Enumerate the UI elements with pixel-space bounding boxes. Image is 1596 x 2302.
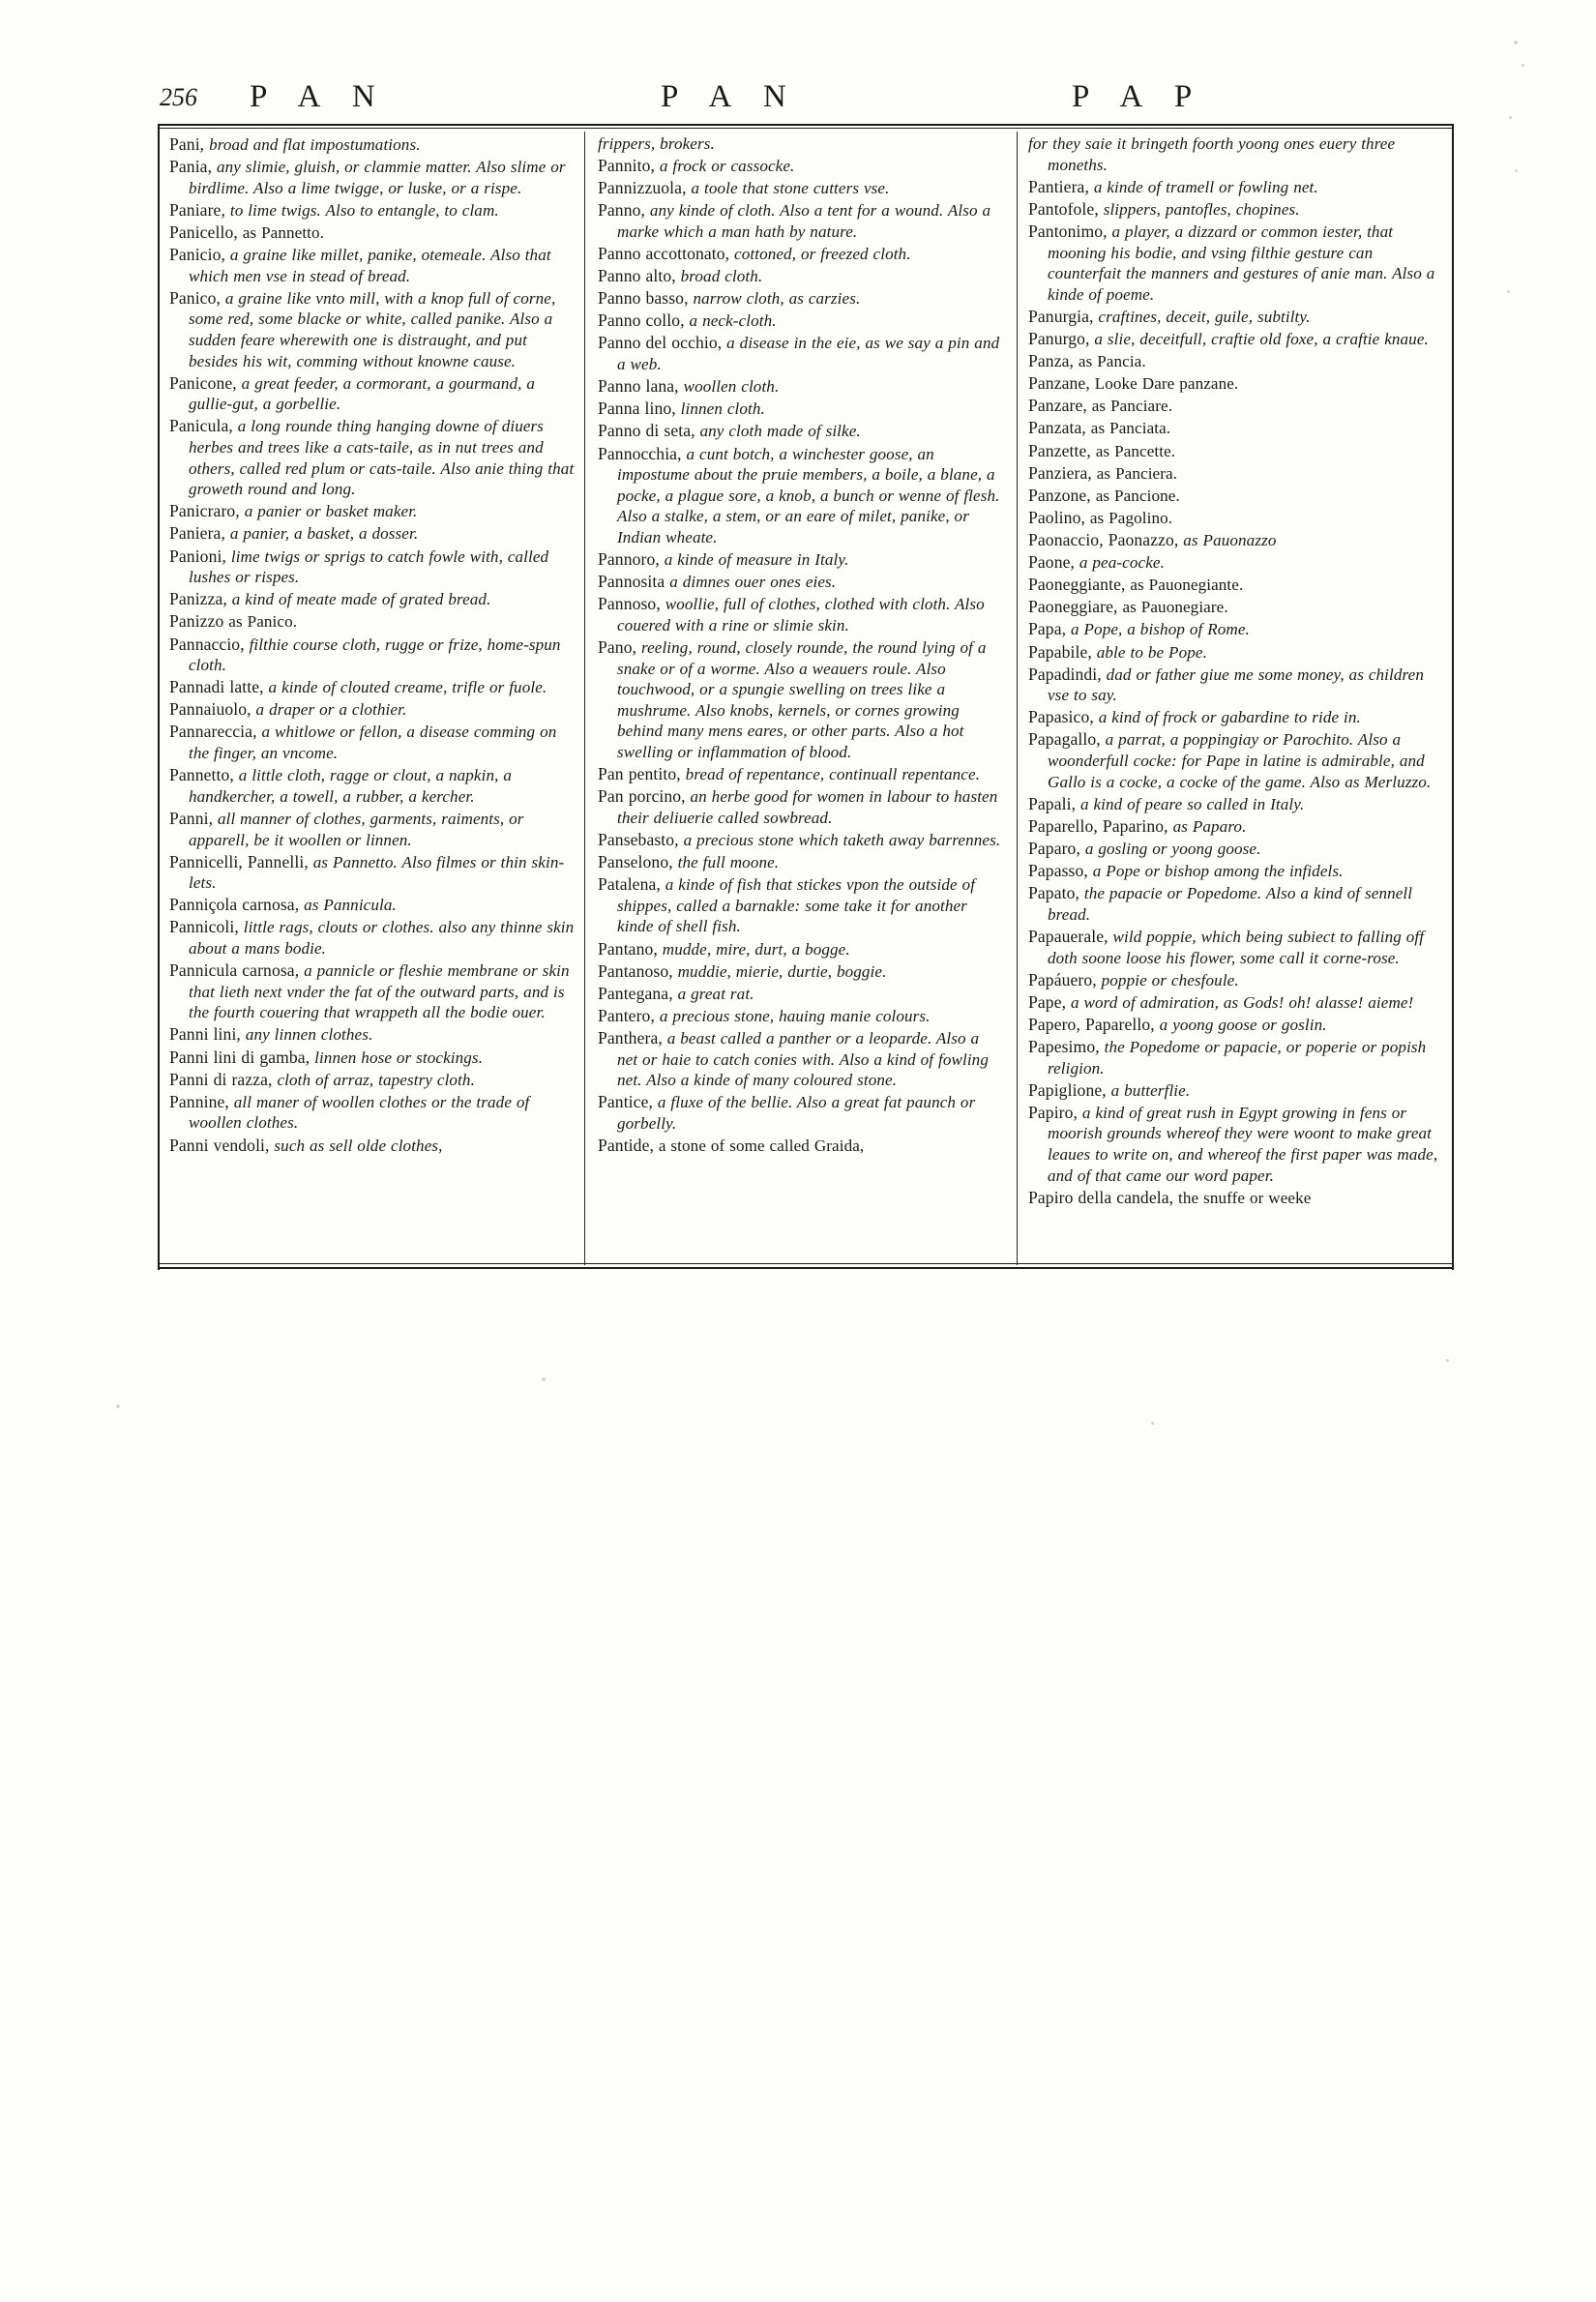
entry-definition: as Panciare. [1091, 397, 1173, 416]
dictionary-entry [169, 1091, 576, 1134]
entry-definition: the snuffe or weeke [1178, 1188, 1312, 1207]
entry-headword: Papáuero, [1028, 969, 1097, 989]
entry-headword: Panno collo, [598, 310, 685, 331]
dictionary-entry [598, 1027, 1004, 1091]
dictionary-entry [1028, 728, 1442, 792]
entry-headword: Pan pentito, [598, 764, 681, 784]
entry-headword: Pantofole, [1028, 198, 1099, 219]
entry-definition: as Panciata. [1090, 419, 1171, 438]
entry-definition: mudde, mire, durt, a bogge. [662, 939, 850, 959]
dictionary-entry [169, 959, 576, 1023]
entry-definition: any linnen clothes. [245, 1025, 373, 1045]
dictionary-entry [169, 372, 576, 415]
entry-headword: Pantonimo, [1028, 221, 1108, 241]
dictionary-entry [598, 763, 1004, 785]
dictionary-entry [169, 764, 576, 807]
entry-definition: to lime twigs. Also to entangle, to clam. [229, 200, 499, 220]
entry-headword: Papesimo, [1028, 1036, 1100, 1056]
dictionary-entry [1028, 306, 1442, 328]
entry-headword: Pannicoli, [169, 917, 239, 937]
dictionary-entry [169, 721, 576, 763]
page-speck [1514, 41, 1518, 44]
entry-definition: a panier, a basket, a dosser. [229, 524, 419, 544]
dictionary-entry [1028, 641, 1442, 664]
dictionary-entry [1028, 417, 1442, 439]
entry-headword: Panno lana, [598, 376, 679, 397]
entry-headword: Papali, [1028, 793, 1077, 813]
entry-definition: a whitlowe or fellon, a disease comming on the finger, an vncome. [189, 723, 557, 763]
dictionary-entry [1028, 529, 1442, 551]
entry-definition: as Pauonegiante. [1130, 576, 1244, 595]
entry-definition: as Panico. [228, 612, 298, 632]
dictionary-entry [1028, 551, 1442, 574]
entry-headword: Panno alto, [598, 266, 676, 286]
page-speck [1509, 116, 1512, 119]
entry-headword: Panioni, [169, 546, 226, 566]
entry-definition: a beast called a panther or a leoparde. Also a net or haie to catch conies with. Also a kind of fowling net. Also a kinde of many coloured stone. [617, 1028, 989, 1090]
entry-headword: Paniera, [169, 523, 225, 544]
entry-definition: a kinde of tramell or fowling net. [1093, 177, 1318, 196]
running-head-right: P A P [1072, 79, 1205, 114]
entry-headword: Pannaccio, [169, 634, 245, 654]
entry-headword: Panno di seta, [598, 421, 695, 441]
header-rule-secondary [158, 128, 1454, 129]
entry-definition: Looke Dare panzane. [1094, 374, 1239, 394]
page-speck [1515, 169, 1518, 172]
entry-definition: able to be Pope. [1096, 642, 1207, 662]
entry-headword: Panthera, [598, 1027, 663, 1048]
dictionary-entry [598, 310, 1004, 332]
dictionary-entry [598, 785, 1004, 828]
dictionary-entry [598, 1005, 1004, 1027]
entry-headword: Papero, Paparello, [1028, 1014, 1155, 1034]
dictionary-entry [598, 155, 1004, 177]
entry-headword: Pannareccia, [169, 722, 257, 742]
dictionary-entry [1028, 198, 1442, 221]
dictionary-entry [598, 177, 1004, 199]
entry-headword: Pape, [1028, 991, 1067, 1012]
dictionary-entry [598, 636, 1004, 763]
entry-headword: Panni, [169, 808, 214, 828]
entry-headword: Papasso, [1028, 861, 1088, 881]
entry-definition: a stone of some called Graida, [658, 1136, 865, 1156]
entry-headword: Paonaccio, Paonazzo, [1028, 529, 1179, 549]
entry-headword: Panizzo [169, 611, 224, 632]
entry-headword: Paoneggiante, [1028, 575, 1126, 595]
entry-headword: Panno basso, [598, 288, 689, 309]
entry-headword: Panicio, [169, 245, 225, 265]
entry-definition: a graine like vnto mill, with a knop full of corne, some red, some blacke or white, called panike. Also a sudden feare wherewith one is distraught, and put besides his wit, comming without knowne cause. [189, 288, 556, 370]
running-head-center: P A N [661, 79, 799, 114]
dictionary-entry [1028, 793, 1442, 815]
dictionary-entry [169, 808, 576, 850]
entry-definition: as Pauonazzo [1183, 530, 1277, 549]
entry-headword: Panni lini di gamba, [169, 1047, 310, 1067]
entry-headword: Panzare, [1028, 396, 1087, 416]
dictionary-entry [1028, 328, 1442, 350]
dictionary-entry [598, 398, 1004, 420]
entry-definition: a pannicle or fleshie membrane or skin that lieth next vnder the fat of the outward parts, and is the fourth couering that wrappeth all the bodie ouer. [189, 961, 570, 1022]
entry-definition: cloth of arraz, tapestry cloth. [277, 1070, 475, 1089]
dictionary-entry [1028, 969, 1442, 991]
entry-headword: Panico, [169, 287, 221, 308]
entry-headword: Pansebasto, [598, 830, 679, 849]
entry-headword: Pannicelli, Pannelli, [169, 851, 309, 871]
dictionary-entry [169, 546, 576, 588]
entry-headword: Pannaiuolo, [169, 699, 251, 720]
entry-definition: a draper or a clothier. [255, 700, 407, 720]
entry-headword: Paoneggiare, [1028, 597, 1118, 617]
entry-headword: Paone, [1028, 552, 1075, 573]
dictionary-entry [1028, 1102, 1442, 1186]
entry-definition: lime twigs or sprigs to catch fowle with, called lushes or rispes. [189, 546, 549, 587]
entry-definition: a Pope or bishop among the infidels. [1092, 862, 1344, 881]
entry-definition: a kind of great rush in Egypt growing in fens or moorish grounds whereof they were woont to make great leaues to write on, and whereof the first paper was made, and of that came our word paper. [1048, 1103, 1438, 1185]
entry-definition: a kind of peare so called in Italy. [1079, 794, 1305, 813]
entry-definition: a graine like millet, panike, otemeale. Also that which men vse in stead of bread. [189, 246, 551, 285]
entry-headword: Panizza, [169, 589, 227, 609]
entry-headword: Paparello, Paparino, [1028, 815, 1168, 836]
entry-definition: the full moone. [677, 853, 780, 872]
page-speck [542, 1377, 546, 1381]
header-rule [158, 124, 1454, 126]
entry-headword: Pannoso, [598, 594, 661, 614]
entry-headword: Pan porcino, [598, 786, 686, 807]
entry-headword: Panselono, [598, 852, 673, 872]
entry-definition: as Pannicula. [304, 896, 397, 915]
dictionary-entry [598, 199, 1004, 242]
dictionary-entry [169, 851, 576, 894]
entry-definition: a dimnes ouer ones eies. [669, 573, 837, 592]
page-speck [1522, 64, 1524, 67]
column-middle [598, 133, 1004, 1265]
dictionary-entry [169, 588, 576, 610]
entry-headword: Panna lino, [598, 398, 676, 419]
entry-headword: Panni lini, [169, 1024, 241, 1045]
entry-headword: Papiglione, [1028, 1079, 1107, 1100]
entry-headword: Pantice, [598, 1092, 653, 1112]
entry-definition: as Pannetto. Also filmes or thin skin-lets. [189, 852, 565, 893]
entry-headword: Paniare, [169, 199, 225, 220]
dictionary-entry [169, 676, 576, 698]
entry-definition: any cloth made of silke. [699, 422, 861, 441]
entry-definition: a kinde of measure in Italy. [664, 550, 849, 570]
entry-headword: Pannito, [598, 156, 655, 176]
dictionary-entry [1028, 882, 1442, 925]
dictionary-entry [1028, 176, 1442, 198]
entry-headword: Panurgia, [1028, 306, 1094, 326]
dictionary-entry [1028, 1079, 1442, 1102]
entry-definition: a pea-cocke. [1079, 553, 1165, 573]
dictionary-entry [598, 571, 1004, 593]
dictionary-entry [1028, 838, 1442, 860]
entry-definition: a little cloth, ragge or clout, a napkin, a handkercher, a towell, a rubber, a kercher. [189, 766, 512, 806]
dictionary-entry [169, 610, 576, 633]
dictionary-entry [598, 593, 1004, 635]
page-speck [1507, 290, 1510, 293]
dictionary-entry [1028, 440, 1442, 462]
entry-headword: Pantano, [598, 938, 658, 959]
entry-definition: a yoong goose or goslin. [1159, 1015, 1327, 1034]
entry-definition: linnen cloth. [680, 399, 765, 419]
entry-headword: Paolino, [1028, 507, 1085, 527]
entry-headword: Pantanoso, [598, 960, 673, 981]
dictionary-entry [598, 829, 1004, 851]
dictionary-entry [1028, 664, 1442, 706]
dictionary-entry [169, 1023, 576, 1046]
entry-definition: any kinde of cloth. Also a tent for a wound. Also a marke which a man hath by nature. [617, 201, 991, 241]
entry-definition: as Pauonegiare. [1122, 598, 1228, 617]
dictionary-entry [169, 244, 576, 286]
dictionary-entry [169, 1069, 576, 1091]
entry-definition: a toole that stone cutters vse. [691, 179, 890, 198]
entry-headword: Panno accottonato, [598, 244, 730, 264]
entry-definition: a kind of meate made of grated bread. [231, 590, 491, 609]
entry-headword: Papagallo, [1028, 729, 1101, 750]
entry-definition: a Pope, a bishop of Rome. [1070, 620, 1250, 639]
dictionary-entry [598, 243, 1004, 265]
entry-definition: wild poppie, which being subiect to falling off doth soone loose his flower, some call it corne-rose. [1048, 927, 1425, 967]
entry-definition: a kind of frock or gabardine to ride in. [1098, 708, 1361, 727]
entry-definition: a fluxe of the bellie. Also a great fat paunch or gorbelly. [617, 1093, 976, 1133]
dictionary-entry [169, 133, 576, 156]
dictionary-entry [598, 420, 1004, 442]
entry-headword: Pano, [598, 637, 637, 658]
dictionary-entry [598, 375, 1004, 398]
entry-definition: as Pancia. [1078, 352, 1146, 371]
dictionary-entry [1028, 507, 1442, 529]
entry-headword: Pannadi latte, [169, 677, 264, 697]
entry-definition: any slimie, gluish, or clammie matter. Also slime or birdlime. Also a lime twigge, or luske, or a rispe. [189, 158, 566, 197]
entry-definition: a parrat, a poppingiay or Parochito. Also a woonderfull cocke: for Pape in latine is admirable, and Gallo is a cocke, a cocke of the game. Also as Merluzzo. [1048, 730, 1432, 791]
entry-headword: Panicello, [169, 221, 238, 242]
entry-definition: dad or father giue me some money, as children vse to say. [1048, 664, 1424, 705]
dictionary-entry [1028, 618, 1442, 640]
dictionary-entry [598, 287, 1004, 310]
dictionary-entry [1028, 462, 1442, 485]
entry-definition: such as sell olde clothes, [274, 1136, 443, 1155]
dictionary-entry [1028, 485, 1442, 507]
dictionary-entry [598, 265, 1004, 287]
entry-headword: Patalena, [598, 874, 661, 895]
entry-definition: a slie, deceitfull, craftie old foxe, a craftie knaue. [1094, 329, 1429, 348]
entry-headword: Panzette, [1028, 440, 1091, 460]
page-speck [116, 1404, 120, 1408]
entry-headword: Pannicula carnosa, [169, 960, 300, 981]
dictionary-entry [598, 133, 1004, 155]
entry-headword: Panziera, [1028, 462, 1092, 483]
entry-headword: Panzone, [1028, 485, 1091, 505]
entry-headword: Panno del occhio, [598, 333, 723, 353]
entry-definition: all maner of woollen clothes or the trade of woollen clothes. [189, 1092, 530, 1133]
dictionary-entry [1028, 991, 1442, 1014]
entry-definition: the papacie or Popedome. Also a kind of sennell bread. [1048, 884, 1413, 924]
entry-headword: Panniçola carnosa, [169, 895, 300, 915]
dictionary-columns [158, 133, 1454, 1265]
entry-headword: Paparo, [1028, 839, 1080, 858]
entry-headword: Papiro della candela, [1028, 1187, 1174, 1207]
entry-definition: cottoned, or freezed cloth. [734, 245, 911, 264]
dictionary-entry [1028, 926, 1442, 968]
entry-definition: as Panciera. [1096, 463, 1178, 483]
dictionary-entry [598, 1091, 1004, 1134]
entry-definition: a precious stone which taketh away barrennes. [683, 831, 1001, 849]
text-block [158, 81, 1454, 1271]
dictionary-entry [169, 522, 576, 545]
entry-headword: Pannocchia, [598, 443, 682, 463]
entry-definition: a panier or basket maker. [244, 502, 418, 521]
entry-headword: Panno, [598, 200, 645, 221]
entry-definition: as Paparo. [1172, 816, 1247, 836]
entry-definition: woollen cloth. [683, 377, 780, 397]
dictionary-entry [598, 332, 1004, 374]
dictionary-entry [169, 1135, 576, 1157]
entry-headword: Panza, [1028, 351, 1075, 371]
dictionary-entry [598, 983, 1004, 1005]
entry-definition: linnen hose or stockings. [314, 1048, 484, 1067]
dictionary-entry [169, 500, 576, 522]
entry-definition: as Pannetto. [242, 222, 325, 242]
entry-headword: Pannine, [169, 1091, 229, 1111]
dictionary-entry [1028, 860, 1442, 882]
dictionary-entry [1028, 815, 1442, 838]
dictionary-entry [169, 221, 576, 244]
entry-definition: as Pancione. [1095, 486, 1180, 505]
entry-headword: Pantero, [598, 1005, 655, 1025]
dictionary-entry [169, 634, 576, 676]
dictionary-entry [598, 443, 1004, 548]
entry-definition: broad cloth. [680, 267, 763, 286]
entry-headword: Pantegana, [598, 983, 673, 1003]
dictionary-entry [169, 698, 576, 721]
entry-definition: a gosling or yoong goose. [1084, 840, 1261, 858]
entry-headword: Pannetto, [169, 765, 234, 785]
page-speck [1151, 1422, 1154, 1425]
entry-definition: slippers, pantofles, chopines. [1103, 199, 1300, 219]
entry-headword: Papauerale, [1028, 926, 1108, 946]
entry-headword: Panzata, [1028, 418, 1086, 438]
dictionary-entry [1028, 1036, 1442, 1078]
entry-definition: a great rat. [677, 984, 754, 1003]
dictionary-entry [1028, 372, 1442, 395]
entry-definition: all manner of clothes, garments, raiments, or apparell, be it woollen or linnen. [189, 809, 524, 849]
entry-headword: Papa, [1028, 619, 1067, 639]
entry-definition: a great feeder, a cormorant, a gourmand, a gullie-gut, a gorbellie. [189, 373, 536, 414]
dictionary-entry [598, 1135, 1004, 1157]
entry-headword: Pannoro, [598, 549, 660, 570]
entry-headword: Panni vendoli, [169, 1135, 270, 1155]
entry-headword: Papato, [1028, 883, 1079, 903]
entry-definition: muddie, mierie, durtie, boggie. [677, 961, 887, 981]
entry-definition: little rags, clouts or clothes. also any thinne skin about a mans bodie. [189, 918, 575, 959]
dictionary-entry [598, 548, 1004, 571]
dictionary-entry [1028, 1187, 1442, 1209]
page-speck [1446, 1359, 1449, 1362]
dictionary-entry [1028, 395, 1442, 417]
dictionary-entry [169, 199, 576, 221]
entry-definition: a kinde of fish that stickes vpon the outside of shippes, called a barnakle: some take it for another kinde of shell fish. [617, 875, 976, 936]
entry-definition: craftines, deceit, guile, subtilty. [1098, 307, 1311, 326]
column-right [1028, 133, 1442, 1265]
entry-headword: Panni di razza, [169, 1069, 273, 1089]
entry-definition: a butterflie. [1110, 1080, 1191, 1100]
dictionary-entry [1028, 1014, 1442, 1036]
dictionary-entry [169, 1047, 576, 1069]
entry-definition: the Popedome or papacie, or poperie or popish religion. [1048, 1037, 1427, 1077]
dictionary-entry [1028, 706, 1442, 728]
dictionary-entry [169, 156, 576, 198]
dictionary-entry [598, 851, 1004, 873]
entry-headword: Panicraro, [169, 501, 240, 521]
entry-headword: Panicone, [169, 372, 237, 393]
entry-headword: Pantide, [598, 1136, 654, 1156]
entry-definition: a cunt botch, a winchester goose, an impostume about the pruie members, a boile, a blane, a pocke, a plague sore, a knob, a bunch or wenne of flesh. Also a stalke, a stem, or an eare of milet, panike, or Indian wheate. [617, 444, 1000, 546]
dictionary-entry [1028, 574, 1442, 596]
footer-rule [158, 1267, 1454, 1269]
dictionary-entry [598, 938, 1004, 960]
entry-definition: a long rounde thing hanging downe of diuers herbes and trees like a cats-taile, as in nut trees and others, called red plum or cats-taile. Also anie thing that groweth round and long. [189, 417, 575, 499]
entry-headword: Pannosita [598, 572, 665, 592]
dictionary-entry [598, 960, 1004, 983]
entry-headword: Papabile, [1028, 641, 1092, 662]
dictionary-entry [169, 287, 576, 371]
entry-definition: a precious stone, hauing manie colours. [659, 1006, 931, 1025]
entry-headword: Papiro, [1028, 1102, 1079, 1122]
dictionary-entry [169, 916, 576, 959]
entry-definition: narrow cloth, as carzies. [693, 289, 861, 309]
entry-definition: broad and flat impostumations. [209, 135, 421, 154]
entry-headword: Pannizzuola, [598, 178, 687, 198]
entry-headword: Panzane, [1028, 373, 1090, 394]
entry-definition: bread of repentance, continuall repentance. [685, 765, 981, 784]
entry-definition: woollie, full of clothes, clothed with cloth. Also couered with a rine or slimie skin. [617, 595, 985, 635]
entry-headword: Pantiera, [1028, 176, 1089, 196]
dictionary-entry [169, 894, 576, 916]
entry-definition: filthie course cloth, rugge or frize, home-spun cloth. [189, 635, 561, 675]
entry-headword: Papadindi, [1028, 664, 1102, 684]
entry-definition: reeling, round, closely rounde, the round lying of a snake or of a worme. Also a weauers roule. Also touchwood, or a spungie swelling on trees like a mushrume. Also knobs, kernels, or cornes growing behind many mens eares, or other parts. Also a hot swelling or inflammation of blood. [617, 638, 987, 762]
folio-number: 256 [160, 83, 197, 111]
entry-definition: a kinde of clouted creame, trifle or fuole. [268, 678, 547, 697]
entry-definition: a disease in the eie, as we say a pin and a web. [617, 334, 1000, 374]
entry-definition: a player, a dizzard or common iester, that mooning his bodie, and vsing filthie gesture can counterfait the manners and gestures of anie man. Also a kinde of poeme. [1048, 221, 1435, 304]
dictionary-entry [1028, 596, 1442, 618]
dictionary-entry [169, 415, 576, 499]
entry-headword: Papasico, [1028, 707, 1094, 727]
entry-definition: poppie or chesfoule. [1101, 970, 1239, 989]
dictionary-entry [598, 873, 1004, 937]
entry-definition: for they saie it bringeth foorth yoong ones euery three moneths. [1028, 134, 1396, 174]
entry-definition: a neck-cloth. [689, 311, 777, 331]
dictionary-entry [1028, 133, 1442, 175]
entry-definition: an herbe good for women in labour to hasten their deliuerie called sowbread. [617, 787, 998, 827]
entry-definition: frippers, brokers. [598, 134, 715, 153]
dictionary-entry [1028, 221, 1442, 305]
dictionary-entry [1028, 350, 1442, 372]
entry-headword: Pani, [169, 134, 205, 154]
entry-definition: as Pancette. [1095, 441, 1176, 460]
entry-definition: a frock or cassocke. [659, 157, 795, 176]
entry-definition: as Pagolino. [1089, 508, 1173, 527]
entry-headword: Panicula, [169, 416, 233, 436]
entry-headword: Panurgo, [1028, 328, 1090, 348]
page-header [158, 81, 1454, 126]
entry-definition: a word of admiration, as Gods! oh! alasse! aieme! [1070, 992, 1414, 1012]
entry-headword: Pania, [169, 157, 213, 177]
running-head-left: P A N [250, 79, 388, 114]
column-left [169, 133, 576, 1265]
